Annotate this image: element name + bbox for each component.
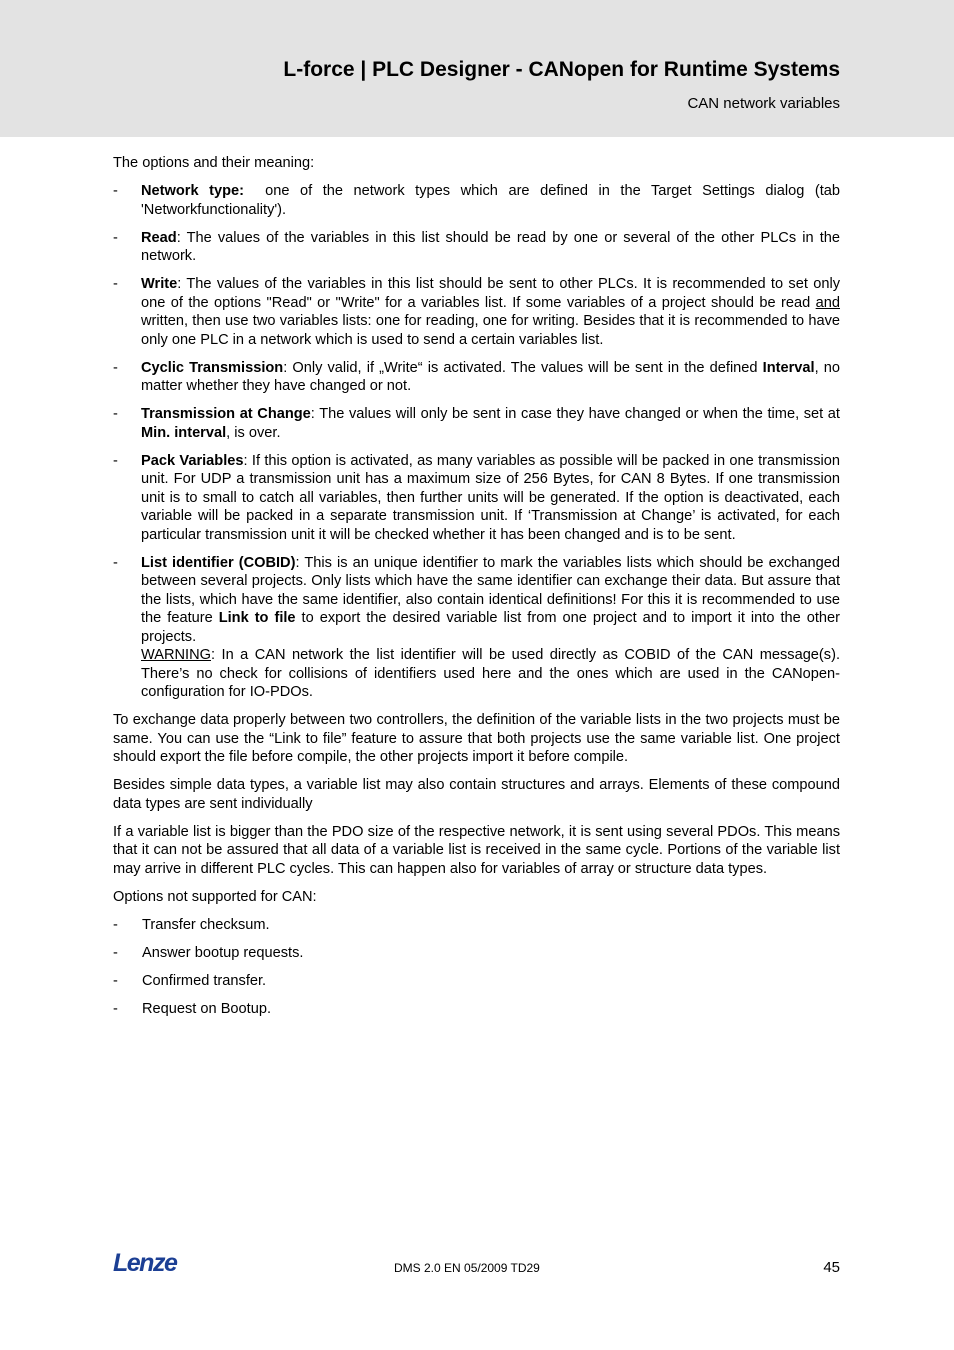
bullet-dash: - xyxy=(113,1000,118,1017)
option-term: Pack Variables xyxy=(141,452,244,469)
option-term: Transmission at Change xyxy=(141,406,311,422)
bullet-dash: - xyxy=(113,183,118,199)
list-item-text: Answer bootup requests. xyxy=(142,944,304,961)
intro-text: The options and their meaning: xyxy=(113,155,315,171)
bullet-dash: - xyxy=(113,359,118,376)
option-term: Read xyxy=(141,229,177,246)
option-text: : The values of the variables in this list should be sent to other PLCs. It is recommended to set only one of the options "Read" or "Write" for a variables list. If some variables of a project should be read xyxy=(141,276,840,311)
list-item-text: Request on Bootup. xyxy=(142,1000,272,1017)
bullet-dash: - xyxy=(113,972,118,989)
paragraph: Besides simple data types, a variable list may also contain structures and arrays. Elements of these compound data types are sent individually xyxy=(113,777,840,812)
option-term-inline: Min. interval xyxy=(141,424,227,441)
list-item xyxy=(113,916,840,935)
option-term: List identifier (COBID) xyxy=(141,554,296,571)
option-text-continued: , is over. xyxy=(226,424,281,441)
underlined-word: and xyxy=(815,294,840,311)
bullet-dash: - xyxy=(113,276,118,292)
list-item xyxy=(113,944,840,963)
paragraph: Options not supported for CAN: xyxy=(113,888,317,905)
bullet-dash: - xyxy=(113,944,118,961)
lenze-logo-mark xyxy=(113,1249,193,1277)
logo-text: Lenze xyxy=(113,1249,177,1277)
option-term-inline: Interval xyxy=(762,359,815,376)
option-text: : If this option is activated, as many variables as possible will be packed in one transmission unit. For UDP a transmission unit has a maximum size of 256 Bytes, for CAN 8 Bytes. If one transmission unit is to small to catch all variables, then further units will be generated. If the option is deactivated, each variable will be packed in a separate transmission unit. If ‘Transmission at Change’ is activated, for each particular transmission unit it will be checked whether it has been changed and is to be sent. xyxy=(141,452,841,543)
page-number: 45 xyxy=(823,1259,840,1276)
bullet-dash: - xyxy=(113,452,118,469)
option-pack-variables xyxy=(113,452,840,545)
page-body xyxy=(113,154,849,1028)
option-cyclic-transmission xyxy=(113,359,840,396)
section-title: CAN network variables xyxy=(687,95,840,112)
option-term: Network type: xyxy=(141,183,244,199)
bullet-dash: - xyxy=(113,554,118,571)
option-text: one of the network types which are defined in the Target Settings dialog (tab 'Networkfunctionality'). xyxy=(141,183,845,218)
list-item xyxy=(113,1000,840,1019)
option-list-identifier xyxy=(113,554,840,702)
option-text: : This is an unique identifier to mark the variables lists which should be exchanged between several projects. Only lists which have the same identifier can exchange their data. But assure that the lists, which have the same identifier, also contain identical definitions! For this it is recommended to use the feature xyxy=(141,554,840,626)
option-text: : The values will only be sent in case they have changed or when the time, set at xyxy=(310,406,849,422)
paragraph: To exchange data properly between two controllers, the definition of the variable lists in the two projects must be same. You can use the “Link to file” feature to assure that both projects use the same variable list. One project should export the file before compile, the other projects import it before compile. xyxy=(113,712,840,765)
option-text-continued: written, then use two variables lists: one for reading, one for writing. Besides that it is recommended to have only one PLC in a network which is used to send a certain variables list. xyxy=(141,313,840,348)
option-term-inline: Link to file xyxy=(218,610,296,626)
option-network-type xyxy=(113,182,845,219)
warning-label: WARNING xyxy=(141,647,211,663)
bullet-dash: - xyxy=(113,916,118,933)
warning-text: : In a CAN network the list identifier will be used directly as COBID of the CAN message(s). There’s no check for collisions of identifiers used here and the ones which are used in the CANopen-configuration for IO-PDOs. xyxy=(141,647,840,700)
list-item-text: Transfer checksum. xyxy=(142,916,270,933)
bullet-dash: - xyxy=(113,229,118,246)
list-item xyxy=(113,972,840,991)
option-read xyxy=(113,229,840,266)
option-transmission-at-change xyxy=(113,405,849,442)
bullet-dash: - xyxy=(113,406,118,422)
option-text-continued: to export the desired variable list from one project and to import it into the other projects. xyxy=(141,610,840,645)
list-item-text: Confirmed transfer. xyxy=(142,972,267,989)
option-term: Cyclic Transmission xyxy=(141,359,284,376)
page-header xyxy=(0,0,954,137)
option-text: : The values of the variables in this list should be read by one or several of the other PLCs in the network. xyxy=(141,229,840,264)
option-write xyxy=(113,275,840,349)
option-text: : Only valid, if „Write“ is activated. The values will be sent in the defined xyxy=(283,359,763,376)
document-title: L-force | PLC Designer - CANopen for Runtime Systems xyxy=(283,58,840,81)
lenze-logo xyxy=(113,1249,193,1282)
document-reference: DMS 2.0 EN 05/2009 TD29 xyxy=(394,1261,540,1275)
option-text-continued: , no matter whether they have changed or not. xyxy=(141,359,840,394)
option-term: Write xyxy=(141,276,178,292)
paragraph: If a variable list is bigger than the PDO size of the respective network, it is sent using several PDOs. This means that it can not be assured that all data of a variable list is received in the same cycle. Portions of the variable list may arrive in different PLC cycles. This can happen also for variables of array or structure data types. xyxy=(113,823,840,877)
